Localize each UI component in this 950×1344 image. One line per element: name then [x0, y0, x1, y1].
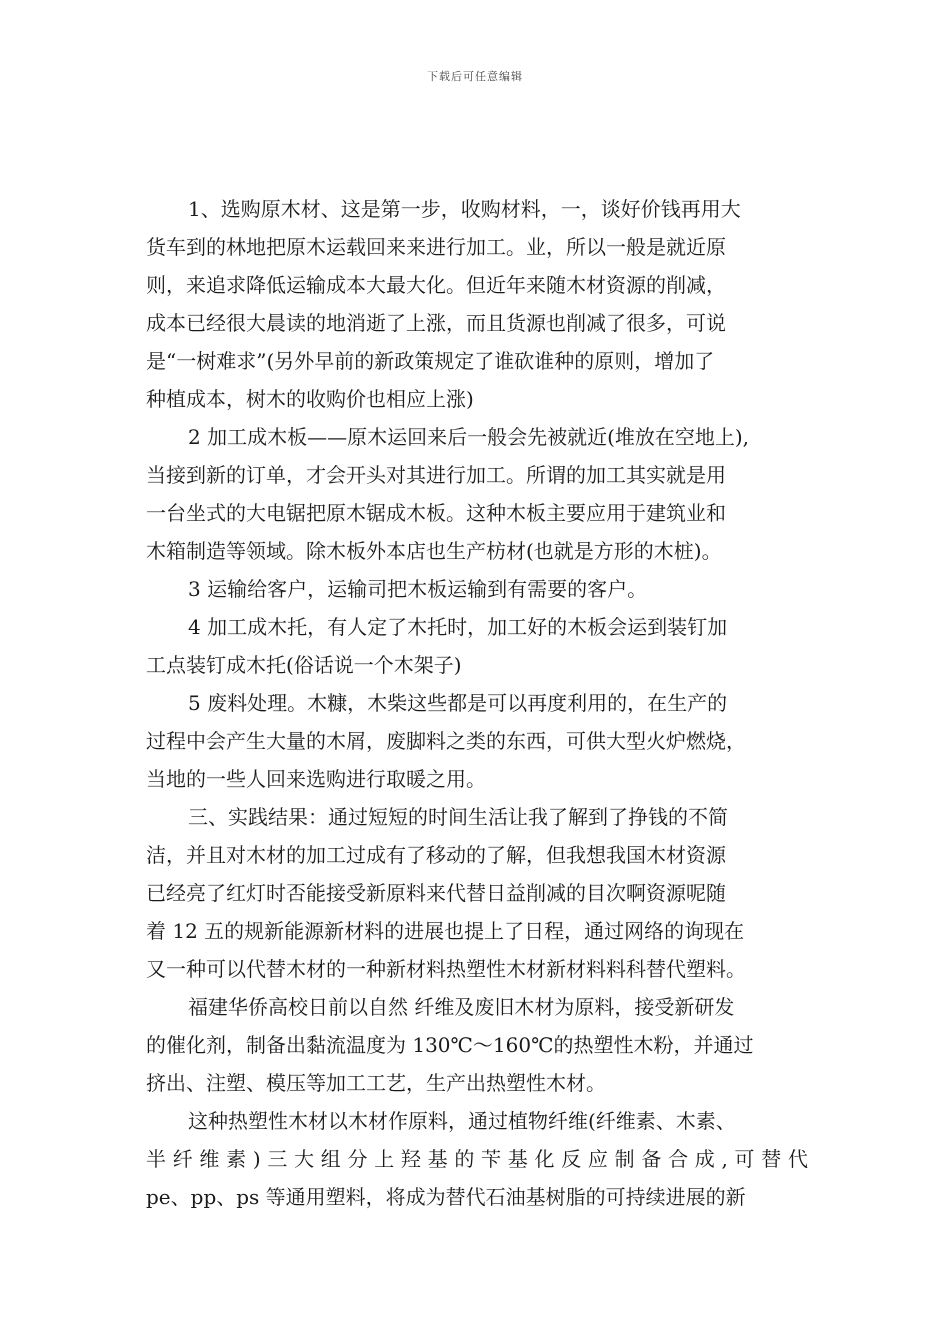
- text-line: 木箱制造等领域。除木板外本店也生产枋材(也就是方形的木桩)。: [146, 539, 722, 563]
- text-line: 是“一树难求”(另外早前的新政策规定了谁砍谁种的原则，增加了: [146, 349, 715, 373]
- paragraph-7: [146, 988, 808, 1102]
- text-line: 则，来追求降低运输成本大最大化。但近年来随木材资源的削减，: [146, 273, 726, 297]
- text-line: 福建华侨高校日前以自然 纤维及废旧木材为原料，接受新研发: [188, 995, 735, 1019]
- paragraph-5: [146, 684, 808, 798]
- text-line: 2 加工成木板——原木运回来后一般会先被就近(堆放在空地上),: [188, 425, 750, 449]
- paragraph-3: [146, 570, 808, 608]
- paragraph-6: [146, 798, 808, 988]
- text-line: 三、实践结果：通过短短的时间生活让我了解到了挣钱的不简: [188, 805, 728, 829]
- text-line: 一台坐式的大电锯把原木锯成木板。这种木板主要应用于建筑业和: [146, 501, 726, 525]
- text-line: 洁，并且对木材的加工过成有了移动的了解，但我想我国木材资源: [146, 843, 726, 867]
- document-body: [146, 190, 808, 1216]
- text-line: 货车到的林地把原木运载回来来进行加工。业，所以一般是就近原: [146, 235, 726, 259]
- text-line: 3 运输给客户，运输司把木板运输到有需要的客户。: [188, 577, 648, 601]
- text-line: 这种热塑性木材以木材作原料，通过植物纤维(纤维素、木素、: [188, 1109, 736, 1133]
- text-line: 种植成本，树木的收购价也相应上涨): [146, 387, 474, 411]
- text-line: 过程中会产生大量的木屑，废脚料之类的东西，可供大型火炉燃烧，: [146, 729, 746, 753]
- text-line: 5 废料处理。木糠，木柴这些都是可以再度利用的，在生产的: [188, 691, 728, 715]
- text-line: 当地的一些人回来选购进行取暖之用。: [146, 767, 486, 791]
- text-line: 挤出、注塑、模压等加工工艺，生产出热塑性木材。: [146, 1071, 606, 1095]
- text-line: 1、选购原木材、这是第一步，收购材料，一，谈好价钱再用大: [188, 197, 741, 221]
- paragraph-1: [146, 190, 808, 418]
- text-line: 着 12 五的规新能源新材料的进展也提上了日程，通过网络的询现在: [146, 919, 745, 943]
- text-line: 的催化剂，制备出黏流温度为 130℃～160℃的热塑性木粉，并通过: [146, 1033, 754, 1057]
- paragraph-4: [146, 608, 808, 684]
- text-line: 当接到新的订单，才会开头对其进行加工。所谓的加工其实就是用: [146, 463, 726, 487]
- paragraph-8: [146, 1102, 808, 1216]
- text-line: 成本已经很大晨读的地消逝了上涨，而且货源也削减了很多，可说: [146, 311, 726, 335]
- text-line: 工点装钉成木托(俗话说一个木架子): [146, 653, 462, 677]
- text-line: 4 加工成木托，有人定了木托时，加工好的木板会运到装钉加: [188, 615, 728, 639]
- text-line: pe、pp、ps 等通用塑料，将成为替代石油基树脂的可持续进展的新: [146, 1185, 746, 1209]
- page-header: 下载后可任意编辑: [427, 70, 523, 83]
- text-line: 又一种可以代替木材的一种新材料热塑性木材新材料料科替代塑料。: [146, 957, 746, 981]
- text-line: 半纤维素)三大组分上羟基的苄基化反应制备合成,可替代: [146, 1147, 808, 1171]
- paragraph-2: [146, 418, 808, 570]
- text-line: 已经亮了红灯时否能接受新原料来代替日益削减的目次啊资源呢随: [146, 881, 726, 905]
